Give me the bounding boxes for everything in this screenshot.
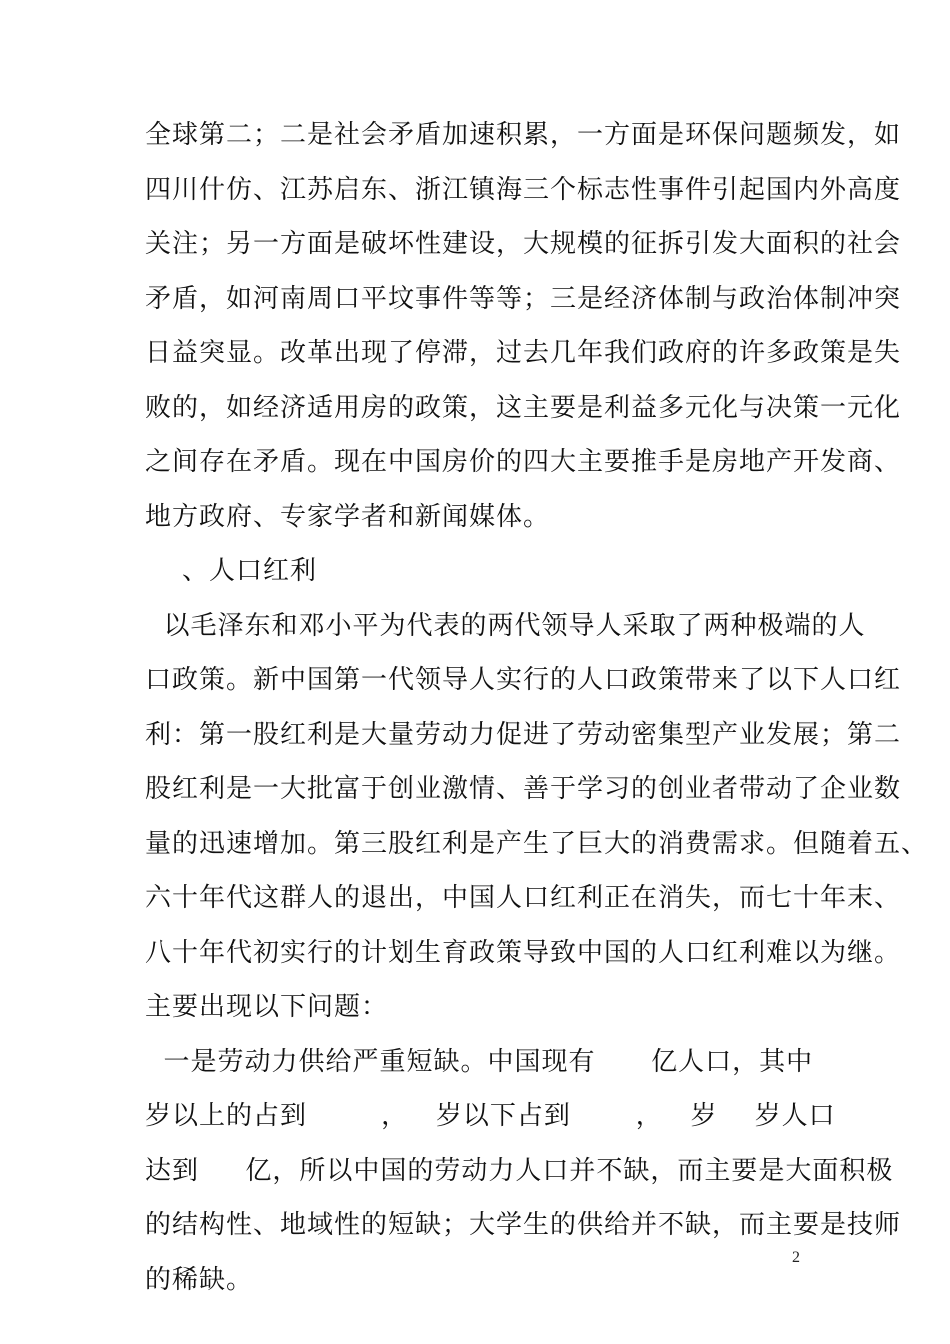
text-line: 全球第二；二是社会矛盾加速积累，一方面是环保问题频发，如 [145, 120, 902, 150]
text-line: 股红利是一大批富于创业激情、善于学习的创业者带动了企业数 [145, 774, 902, 804]
text-line: 的结构性、地域性的短缺；大学生的供给并不缺，而主要是技师 [145, 1210, 902, 1240]
text-line: 四川什仿、江苏启东、浙江镇海三个标志性事件引起国内外高度 [145, 175, 902, 205]
text-line: 岁以上的占到 ， 岁以下占到 ， 岁 岁人口 [145, 1101, 836, 1131]
text-line: 六十年代这群人的退出，中国人口红利正在消失，而七十年末、 [145, 883, 902, 913]
text-line: 口政策。新中国第一代领导人实行的人口政策带来了以下人口红 [145, 665, 902, 695]
text-line: 关注；另一方面是破坏性建设，大规模的征拆引发大面积的社会 [145, 229, 902, 259]
text-line: 一是劳动力供给严重短缺。中国现有 亿人口，其中 [145, 1047, 814, 1077]
text-line: 地方政府、专家学者和新闻媒体。 [145, 502, 551, 532]
text-line: 矛盾，如河南周口平坟事件等等；三是经济体制与政治体制冲突 [145, 284, 902, 314]
text-line: 八十年代初实行的计划生育政策导致中国的人口红利难以为继。 [145, 938, 902, 968]
text-line: 主要出现以下问题： [145, 992, 389, 1022]
text-line: 量的迅速增加。第三股红利是产生了巨大的消费需求。但随着五、 [145, 829, 929, 859]
page-number: 2 [792, 1249, 800, 1266]
text-line: 达到 亿，所以中国的劳动力人口并不缺，而主要是大面积极 [145, 1156, 894, 1186]
text-line: 日益突显。改革出现了停滞，过去几年我们政府的许多政策是失 [145, 338, 902, 368]
text-line: 之间存在矛盾。现在中国房价的四大主要推手是房地产开发商、 [145, 447, 902, 477]
section-heading: 、人口红利 [145, 556, 318, 586]
text-line: 以毛泽东和邓小平为代表的两代领导人采取了两种极端的人 [145, 611, 866, 641]
text-line: 利：第一股红利是大量劳动力促进了劳动密集型产业发展；第二 [145, 720, 902, 750]
text-line: 的稀缺。 [145, 1265, 254, 1295]
text-line: 败的，如经济适用房的政策，这主要是利益多元化与决策一元化 [145, 393, 902, 423]
